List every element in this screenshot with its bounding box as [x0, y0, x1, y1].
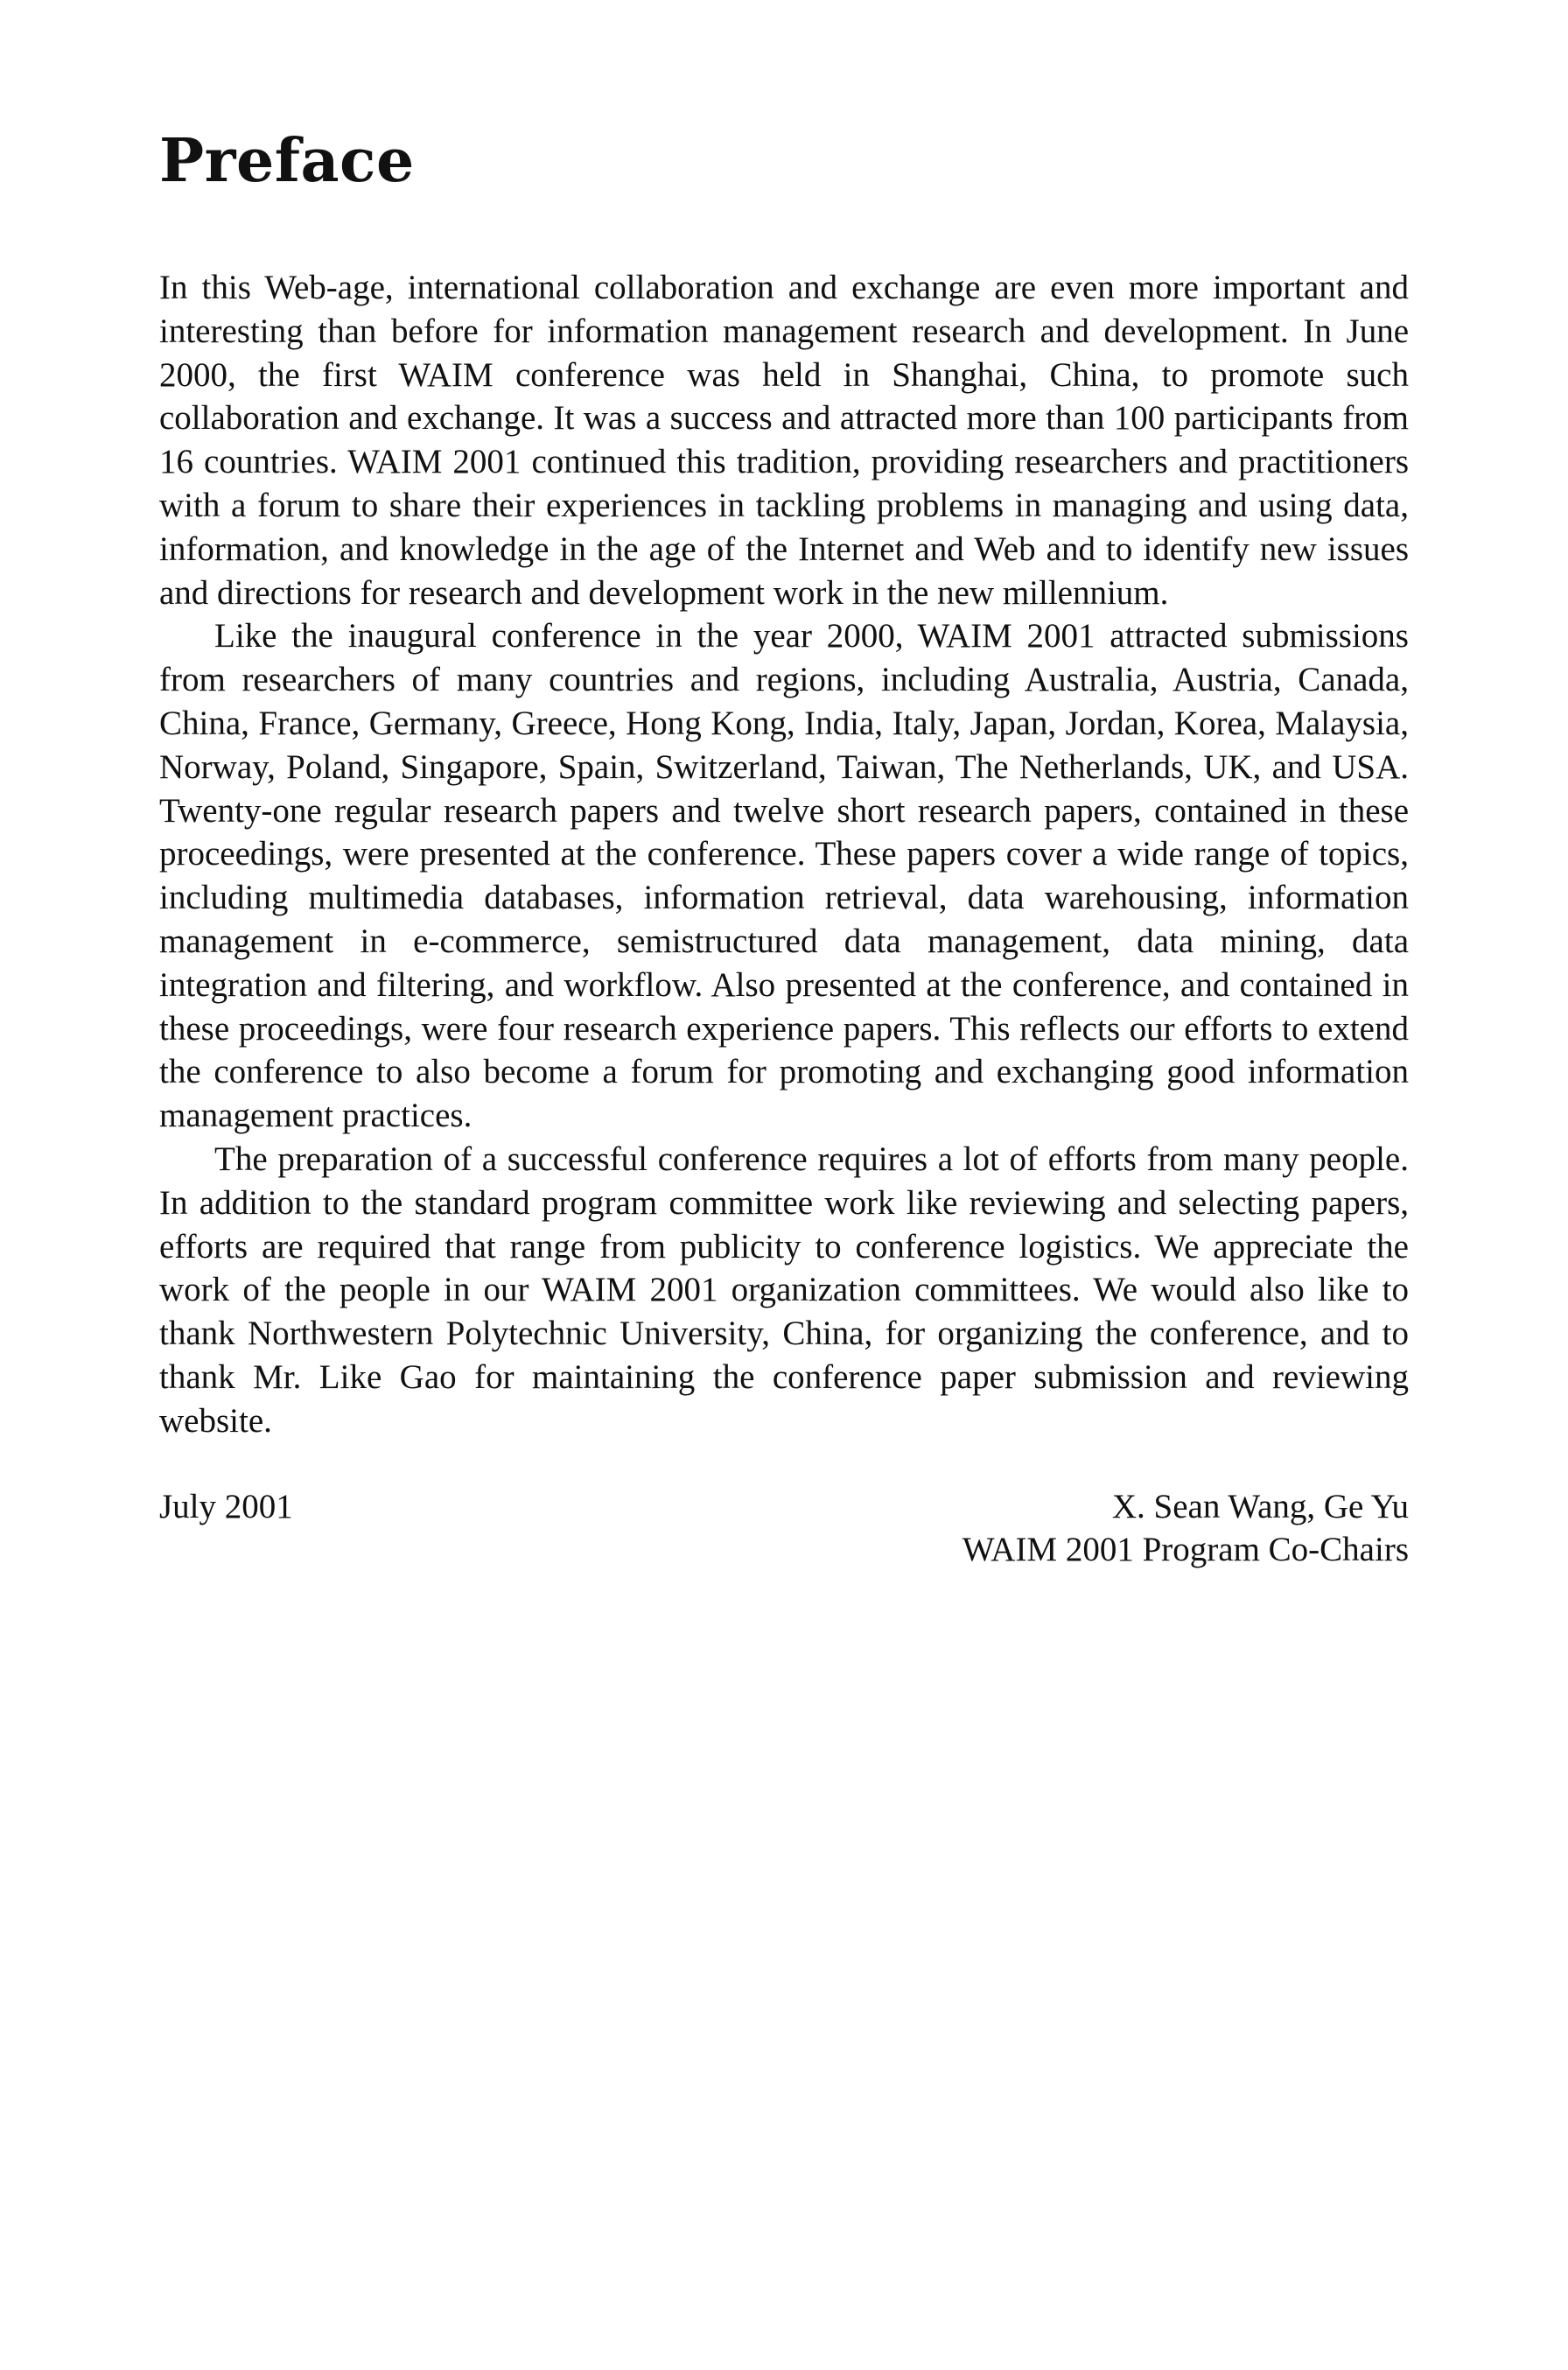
paragraph-acknowledgements: The preparation of a successful conference requires a lot of efforts from many people. In addition to the standard program committee work like reviewing and selecting papers, efforts are required that range from publicity to conference logistics. We appreciate the work of the people in our WAIM 2001 organization committees. We would also like to thank Northwestern Polytechnic University, China, for organizing the conference, and to thank Mr. Like Gao for maintaining the conference paper submission and reviewing website. [159, 1139, 1409, 1440]
signoff-role: WAIM 2001 Program Co-Chairs [962, 1531, 1409, 1569]
preface-page [159, 126, 1409, 1572]
signoff-authors: X. Sean Wang, Ge Yu [1111, 1487, 1409, 1525]
paragraph-submissions: Like the inaugural conference in the year 2000, WAIM 2001 attracted submissions from researchers of many countries and regions, including Australia, Austria, Canada, China, France, Germany, Greece, Hong Kong, India, Italy, Japan, Jordan, Korea, Malaysia, Norway, Poland, Singapore, Spain, Switzerland, Taiwan, The Netherlands, UK, and USA. Twenty-one regular research papers and twelve short research papers, contained in these proceedings, were presented at the conference. These papers cover a wide range of topics, including multimedia databases, information retrieval, data warehousing, information management in e-commerce, semistructured data management, data mining, data integration and filtering, and workflow. Also presented at the conference, and contained in these proceedings, were four research experience papers. This reflects our efforts to extend the conference to also become a forum for promoting and exchanging good information management practices. [159, 617, 1409, 1135]
paragraph-intro: In this Web-age, international collaboration and exchange are even more important and interesting than before for information management research and development. In June 2000, the first WAIM conference was held in Shanghai, China, to promote such collaboration and exchange. It was a success and attracted more than 100 participants from 16 countries. WAIM 2001 continued this tradition, providing researchers and practitioners with a forum to share their experiences in tackling problems in managing and using data, information, and knowledge in the age of the Internet and Web and to identify new issues and directions for research and development work in the new millennium. [159, 269, 1409, 612]
page-title: Preface [159, 126, 415, 196]
signoff-signature [962, 1485, 1409, 1573]
signoff [159, 1485, 1409, 1573]
signoff-date: July 2001 [159, 1487, 293, 1525]
